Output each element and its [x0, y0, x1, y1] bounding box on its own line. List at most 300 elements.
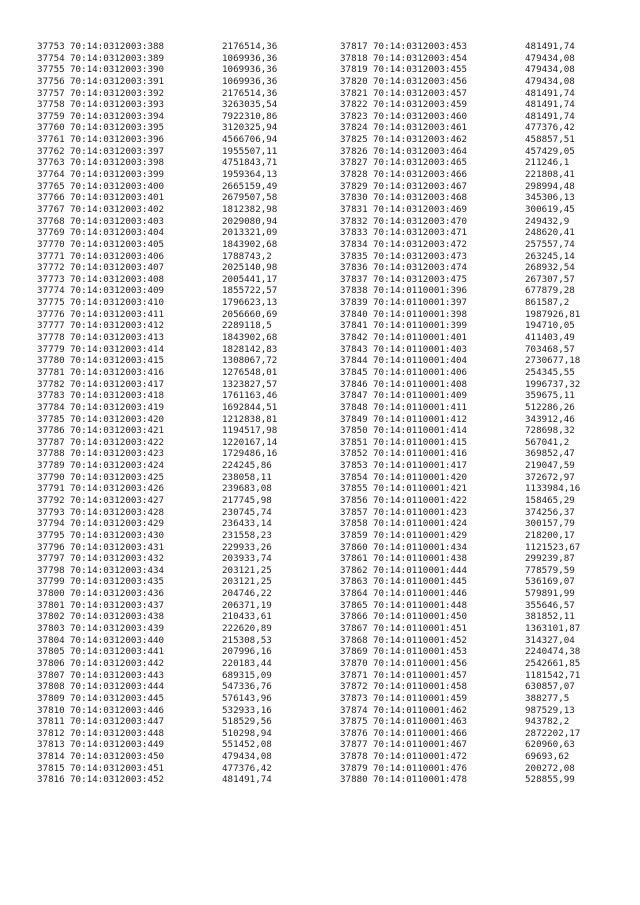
cadastral-value: 203933,74: [222, 553, 272, 565]
cadastral-value: 203121,25: [222, 576, 272, 588]
row-number: 37794: [37, 518, 65, 530]
cadastral-number: 70:14:0110001:414: [373, 425, 468, 437]
row-number: 37880: [340, 774, 368, 786]
table-row: [340, 216, 625, 228]
cadastral-number: 70:14:0312003:420: [70, 413, 165, 425]
table-row: [37, 763, 322, 775]
row-number: 37868: [340, 634, 368, 646]
cadastral-number: 70:14:0312003:454: [373, 52, 468, 64]
cadastral-number: 70:14:0312003:431: [70, 541, 165, 553]
row-number: 37770: [37, 238, 65, 250]
cadastral-value: 479434,08: [222, 751, 272, 763]
row-number: 37766: [37, 192, 65, 204]
row-number: 37757: [37, 87, 65, 99]
table-row: [37, 122, 322, 134]
cadastral-number: 70:14:0110001:423: [373, 506, 468, 518]
table-row: [340, 320, 625, 332]
cadastral-number: 70:14:0312003:475: [373, 273, 468, 285]
cadastral-value: 481491,74: [525, 99, 575, 111]
table-row: [37, 239, 322, 251]
table-row: [340, 425, 625, 437]
row-number: 37768: [37, 215, 65, 227]
cadastral-number: 70:14:0312003:421: [70, 425, 165, 437]
table-row: [340, 76, 625, 88]
row-number: 37764: [37, 169, 65, 181]
cadastral-value: 1212838,81: [222, 413, 278, 425]
cadastral-number: 70:14:0312003:460: [373, 110, 468, 122]
table-row: [340, 483, 625, 495]
table-row: [37, 576, 322, 588]
table-row: [37, 542, 322, 554]
cadastral-number: 70:14:0312003:423: [70, 448, 165, 460]
cadastral-value: 1220167,14: [222, 436, 278, 448]
row-number: 37853: [340, 460, 368, 472]
cadastral-number: 70:14:0312003:450: [70, 751, 165, 763]
row-number: 37815: [37, 762, 65, 774]
table-row: [37, 88, 322, 100]
row-number: 37809: [37, 692, 65, 704]
cadastral-number: 70:14:0110001:444: [373, 564, 468, 576]
cadastral-value: 481491,74: [525, 110, 575, 122]
row-number: 37806: [37, 657, 65, 669]
cadastral-value: 298994,48: [525, 180, 575, 192]
row-number: 37775: [37, 297, 65, 309]
cadastral-value: 481491,74: [525, 41, 575, 52]
table-row: [37, 41, 322, 53]
table-row: [37, 285, 322, 297]
cadastral-value: 2240474,38: [525, 646, 581, 658]
row-number: 37788: [37, 448, 65, 460]
table-row: [340, 728, 625, 740]
cadastral-number: 70:14:0110001:445: [373, 576, 468, 588]
row-number: 37760: [37, 122, 65, 134]
cadastral-value: 576143,96: [222, 692, 272, 704]
row-number: 37864: [340, 588, 368, 600]
table-row: [37, 623, 322, 635]
row-number: 37869: [340, 646, 368, 658]
table-row: [37, 751, 322, 763]
cadastral-value: 1276548,01: [222, 366, 278, 378]
cadastral-number: 70:14:0110001:403: [373, 343, 468, 355]
cadastral-number: 70:14:0110001:406: [373, 366, 468, 378]
cadastral-number: 70:14:0312003:400: [70, 180, 165, 192]
table-row: [37, 588, 322, 600]
cadastral-value: 388277,5: [525, 692, 570, 704]
cadastral-number: 70:14:0110001:422: [373, 494, 468, 506]
table-row: [340, 239, 625, 251]
cadastral-value: 158465,29: [525, 494, 575, 506]
row-number: 37754: [37, 52, 65, 64]
cadastral-value: 2679507,58: [222, 192, 278, 204]
cadastral-value: 229933,26: [222, 541, 272, 553]
table-row: [37, 204, 322, 216]
row-number: 37871: [340, 669, 368, 681]
row-number: 37856: [340, 494, 368, 506]
row-number: 37798: [37, 564, 65, 576]
cadastral-number: 70:14:0312003:391: [70, 75, 165, 87]
cadastral-number: 70:14:0312003:427: [70, 494, 165, 506]
cadastral-value: 268932,54: [525, 262, 575, 274]
table-row: [37, 251, 322, 263]
cadastral-number: 70:14:0312003:473: [373, 250, 468, 262]
row-number: 37759: [37, 110, 65, 122]
cadastral-number: 70:14:0312003:440: [70, 634, 165, 646]
table-row: [37, 216, 322, 228]
cadastral-number: 70:14:0110001:412: [373, 413, 468, 425]
row-number: 37763: [37, 157, 65, 169]
table-row: [37, 309, 322, 321]
cadastral-number: 70:14:0110001:416: [373, 448, 468, 460]
table-row: [340, 134, 625, 146]
row-number: 37844: [340, 355, 368, 367]
cadastral-value: 210433,61: [222, 611, 272, 623]
row-number: 37851: [340, 436, 368, 448]
cadastral-value: 204746,22: [222, 588, 272, 600]
table-row: [340, 681, 625, 693]
cadastral-value: 532933,16: [222, 704, 272, 716]
cadastral-value: 1692844,51: [222, 401, 278, 413]
cadastral-value: 512286,26: [525, 401, 575, 413]
row-number: 37824: [340, 122, 368, 134]
table-row: [37, 76, 322, 88]
cadastral-number: 70:14:0312003:409: [70, 285, 165, 297]
table-row: [37, 646, 322, 658]
row-number: 37835: [340, 250, 368, 262]
table-row: [340, 274, 625, 286]
cadastral-number: 70:14:0312003:390: [70, 64, 165, 76]
table-row: [340, 472, 625, 484]
row-number: 37803: [37, 623, 65, 635]
cadastral-number: 70:14:0312003:436: [70, 588, 165, 600]
table-row: [37, 448, 322, 460]
table-row: [340, 751, 625, 763]
cadastral-value: 222620,89: [222, 623, 272, 635]
cadastral-number: 70:14:0312003:443: [70, 669, 165, 681]
cadastral-value: 861587,2: [525, 297, 570, 309]
cadastral-value: 69693,62: [525, 751, 570, 763]
row-number: 37875: [340, 716, 368, 728]
cadastral-value: 2029080,94: [222, 215, 278, 227]
cadastral-number: 70:14:0312003:435: [70, 576, 165, 588]
cadastral-number: 70:14:0312003:437: [70, 599, 165, 611]
table-row: [37, 157, 322, 169]
table-row: [340, 344, 625, 356]
cadastral-value: 479434,08: [525, 75, 575, 87]
table-row: [37, 774, 322, 786]
row-number: 37847: [340, 390, 368, 402]
cadastral-number: 70:14:0110001:462: [373, 704, 468, 716]
cadastral-value: 381852,11: [525, 611, 575, 623]
table-row: [340, 53, 625, 65]
table-row: [37, 507, 322, 519]
cadastral-number: 70:14:0312003:448: [70, 727, 165, 739]
table-row: [37, 192, 322, 204]
cadastral-number: 70:14:0312003:388: [70, 41, 165, 52]
cadastral-value: 536169,07: [525, 576, 575, 588]
cadastral-number: 70:14:0110001:415: [373, 436, 468, 448]
cadastral-value: 1363101,87: [525, 623, 581, 635]
cadastral-value: 630857,07: [525, 681, 575, 693]
cadastral-value: 343912,46: [525, 413, 575, 425]
table-row: [37, 565, 322, 577]
table-row: [37, 739, 322, 751]
cadastral-value: 2176514,36: [222, 41, 278, 52]
table-row: [340, 542, 625, 554]
cadastral-number: 70:14:0110001:446: [373, 588, 468, 600]
row-number: 37787: [37, 436, 65, 448]
row-number: 37817: [340, 41, 368, 52]
cadastral-number: 70:14:0312003:401: [70, 192, 165, 204]
row-number: 37848: [340, 401, 368, 413]
row-number: 37779: [37, 343, 65, 355]
cadastral-value: 211246,1: [525, 157, 570, 169]
table-row: [37, 728, 322, 740]
cadastral-number: 70:14:0110001:466: [373, 727, 468, 739]
cadastral-number: 70:14:0312003:462: [373, 134, 468, 146]
cadastral-value: 510298,94: [222, 727, 272, 739]
cadastral-value: 1855722,57: [222, 285, 278, 297]
row-number: 37813: [37, 739, 65, 751]
cadastral-number: 70:14:0312003:414: [70, 343, 165, 355]
cadastral-value: 2665159,49: [222, 180, 278, 192]
cadastral-number: 70:14:0110001:448: [373, 599, 468, 611]
row-number: 37801: [37, 599, 65, 611]
cadastral-value: 215308,53: [222, 634, 272, 646]
cadastral-value: 477376,42: [222, 762, 272, 774]
row-number: 37773: [37, 273, 65, 285]
row-number: 37820: [340, 75, 368, 87]
table-row: [340, 448, 625, 460]
cadastral-value: 300619,45: [525, 203, 575, 215]
row-number: 37789: [37, 460, 65, 472]
row-number: 37821: [340, 87, 368, 99]
cadastral-number: 70:14:0110001:472: [373, 751, 468, 763]
table-row: [340, 414, 625, 426]
cadastral-number: 70:14:0312003:447: [70, 716, 165, 728]
cadastral-value: 1069936,36: [222, 64, 278, 76]
table-row: [37, 414, 322, 426]
cadastral-value: 1788743,2: [222, 250, 272, 262]
table-row: [37, 693, 322, 705]
table-row: [37, 600, 322, 612]
cadastral-value: 1843902,68: [222, 238, 278, 250]
row-number: 37854: [340, 471, 368, 483]
cadastral-value: 236433,14: [222, 518, 272, 530]
cadastral-number: 70:14:0110001:458: [373, 681, 468, 693]
cadastral-value: 1308067,72: [222, 355, 278, 367]
cadastral-value: 479434,08: [525, 52, 575, 64]
table-row: [37, 146, 322, 158]
cadastral-number: 70:14:0312003:446: [70, 704, 165, 716]
cadastral-value: 230745,74: [222, 506, 272, 518]
cadastral-number: 70:14:0312003:402: [70, 203, 165, 215]
row-number: 37765: [37, 180, 65, 192]
table-row: [340, 693, 625, 705]
cadastral-value: 481491,74: [525, 87, 575, 99]
table-row: [340, 169, 625, 181]
row-number: 37822: [340, 99, 368, 111]
cadastral-number: 70:14:0312003:466: [373, 169, 468, 181]
cadastral-value: 987529,13: [525, 704, 575, 716]
table-row: [37, 134, 322, 146]
row-number: 37838: [340, 285, 368, 297]
table-row: [37, 716, 322, 728]
cadastral-value: 369852,47: [525, 448, 575, 460]
cadastral-number: 70:14:0110001:399: [373, 320, 468, 332]
cadastral-number: 70:14:0312003:455: [373, 64, 468, 76]
row-number: 37799: [37, 576, 65, 588]
table-row: [37, 111, 322, 123]
table-row: [340, 507, 625, 519]
row-number: 37796: [37, 541, 65, 553]
cadastral-value: 2872202,17: [525, 727, 581, 739]
cadastral-value: 359675,11: [525, 390, 575, 402]
table-row: [37, 390, 322, 402]
cadastral-number: 70:14:0312003:449: [70, 739, 165, 751]
cadastral-number: 70:14:0312003:444: [70, 681, 165, 693]
table-row: [37, 297, 322, 309]
row-number: 37830: [340, 192, 368, 204]
cadastral-value: 224245,86: [222, 460, 272, 472]
cadastral-value: 1996737,32: [525, 378, 581, 390]
table-row: [37, 518, 322, 530]
cadastral-value: 1194517,98: [222, 425, 278, 437]
right-column: [340, 41, 625, 786]
row-number: 37857: [340, 506, 368, 518]
row-number: 37858: [340, 518, 368, 530]
cadastral-number: 70:14:0312003:389: [70, 52, 165, 64]
row-number: 37802: [37, 611, 65, 623]
table-row: [340, 670, 625, 682]
row-number: 37831: [340, 203, 368, 215]
cadastral-number: 70:14:0312003:469: [373, 203, 468, 215]
cadastral-number: 70:14:0312003:406: [70, 250, 165, 262]
row-number: 37825: [340, 134, 368, 146]
row-number: 37852: [340, 448, 368, 460]
cadastral-number: 70:14:0312003:472: [373, 238, 468, 250]
table-row: [37, 332, 322, 344]
table-row: [340, 530, 625, 542]
cadastral-number: 70:14:0312003:403: [70, 215, 165, 227]
cadastral-value: 267307,57: [525, 273, 575, 285]
row-number: 37814: [37, 751, 65, 763]
cadastral-number: 70:14:0312003:470: [373, 215, 468, 227]
cadastral-value: 2005441,17: [222, 273, 278, 285]
table-row: [340, 495, 625, 507]
cadastral-value: 2542661,85: [525, 657, 581, 669]
cadastral-number: 70:14:0110001:417: [373, 460, 468, 472]
table-row: [37, 425, 322, 437]
table-row: [37, 611, 322, 623]
cadastral-number: 70:14:0110001:438: [373, 553, 468, 565]
cadastral-value: 689315,09: [222, 669, 272, 681]
row-number: 37841: [340, 320, 368, 332]
table-row: [37, 437, 322, 449]
row-number: 37790: [37, 471, 65, 483]
table-row: [340, 262, 625, 274]
cadastral-value: 314327,04: [525, 634, 575, 646]
table-row: [340, 716, 625, 728]
cadastral-number: 70:14:0110001:397: [373, 297, 468, 309]
table-row: [340, 204, 625, 216]
cadastral-number: 70:14:0312003:445: [70, 692, 165, 704]
cadastral-value: 1843902,68: [222, 332, 278, 344]
cadastral-number: 70:14:0312003:426: [70, 483, 165, 495]
cadastral-value: 207996,16: [222, 646, 272, 658]
row-number: 37818: [340, 52, 368, 64]
cadastral-value: 943782,2: [525, 716, 570, 728]
row-number: 37833: [340, 227, 368, 239]
row-number: 37855: [340, 483, 368, 495]
cadastral-number: 70:14:0312003:439: [70, 623, 165, 635]
row-number: 37783: [37, 390, 65, 402]
row-number: 37819: [340, 64, 368, 76]
row-number: 37769: [37, 227, 65, 239]
cadastral-value: 4566706,94: [222, 134, 278, 146]
cadastral-number: 70:14:0312003:425: [70, 471, 165, 483]
table-row: [37, 181, 322, 193]
table-row: [37, 262, 322, 274]
table-row: [340, 739, 625, 751]
table-row: [340, 192, 625, 204]
table-row: [37, 53, 322, 65]
row-number: 37828: [340, 169, 368, 181]
cadastral-value: 547336,76: [222, 681, 272, 693]
cadastral-value: 1812382,98: [222, 203, 278, 215]
table-row: [340, 635, 625, 647]
row-number: 37774: [37, 285, 65, 297]
cadastral-number: 70:14:0312003:474: [373, 262, 468, 274]
row-number: 37756: [37, 75, 65, 87]
cadastral-value: 579891,99: [525, 588, 575, 600]
cadastral-value: 2176514,36: [222, 87, 278, 99]
row-number: 37861: [340, 553, 368, 565]
cadastral-value: 1828142,83: [222, 343, 278, 355]
row-number: 37876: [340, 727, 368, 739]
cadastral-number: 70:14:0312003:416: [70, 366, 165, 378]
cadastral-number: 70:14:0312003:396: [70, 134, 165, 146]
table-row: [37, 99, 322, 111]
table-row: [340, 576, 625, 588]
cadastral-number: 70:14:0312003:412: [70, 320, 165, 332]
table-row: [340, 99, 625, 111]
table-row: [340, 146, 625, 158]
cadastral-value: 3263035,54: [222, 99, 278, 111]
cadastral-value: 528855,99: [525, 774, 575, 786]
table-row: [340, 705, 625, 717]
row-number: 37829: [340, 180, 368, 192]
cadastral-number: 70:14:0312003:424: [70, 460, 165, 472]
row-number: 37879: [340, 762, 368, 774]
cadastral-number: 70:14:0312003:417: [70, 378, 165, 390]
cadastral-value: 551452,08: [222, 739, 272, 751]
cadastral-number: 70:14:0312003:413: [70, 332, 165, 344]
row-number: 37793: [37, 506, 65, 518]
cadastral-number: 70:14:0312003:456: [373, 75, 468, 87]
row-number: 37791: [37, 483, 65, 495]
cadastral-value: 778579,59: [525, 564, 575, 576]
row-number: 37850: [340, 425, 368, 437]
row-number: 37771: [37, 250, 65, 262]
cadastral-value: 1955507,11: [222, 145, 278, 157]
cadastral-value: 355646,57: [525, 599, 575, 611]
table-row: [37, 670, 322, 682]
table-row: [37, 483, 322, 495]
cadastral-number: 70:14:0110001:434: [373, 541, 468, 553]
table-row: [340, 518, 625, 530]
table-row: [340, 227, 625, 239]
row-number: 37786: [37, 425, 65, 437]
